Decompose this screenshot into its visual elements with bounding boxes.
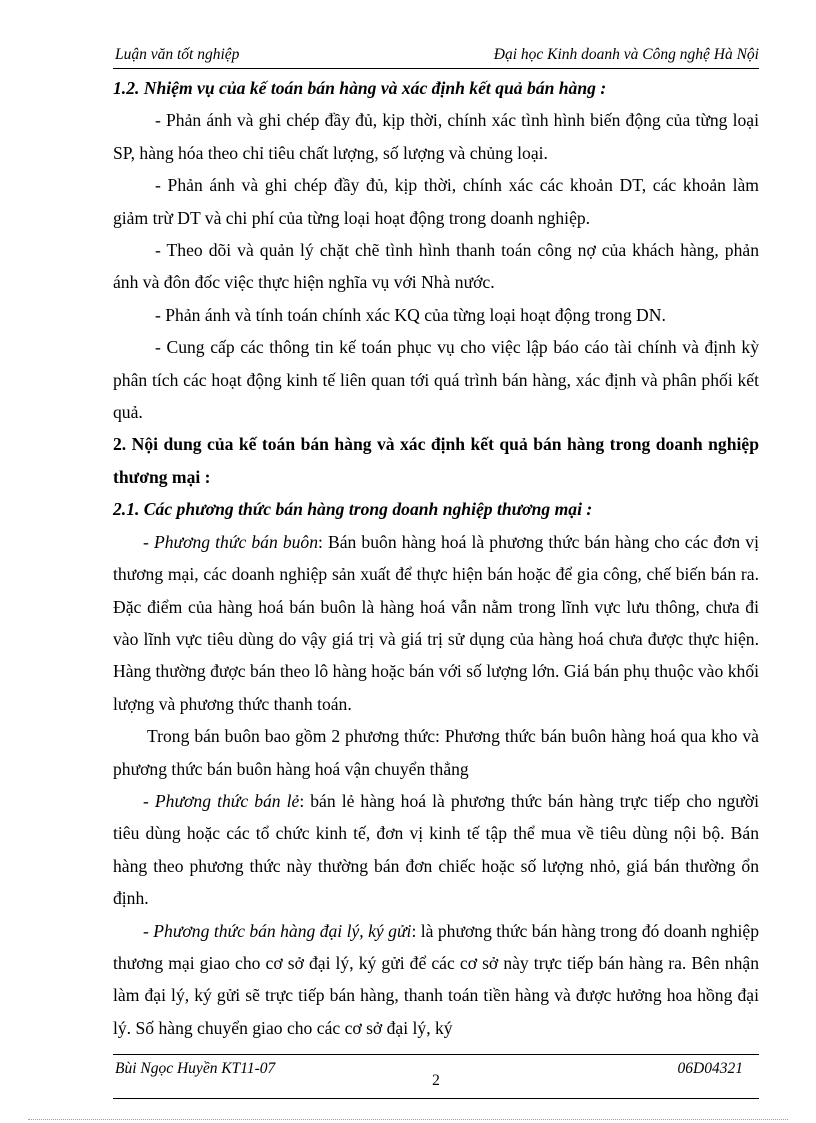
footer-bottom-rule (113, 1098, 759, 1099)
paragraph-wholesale (113, 526, 759, 720)
retail-text: : bán lẻ hàng hoá là phương thức bán hàng trực tiếp cho người tiêu dùng hoặc các tổ chức kinh tế, đơn vị kinh tế tập thể mua về tiêu dùng nội bộ. Bán hàng theo phương thức này thường bán đơn chiếc hoặc số lượng nhỏ, giá bán thường ổn định. (113, 790, 759, 909)
duty-item-4: - Phản ánh và tính toán chính xác KQ của từng loại hoạt động trong DN. (155, 304, 666, 325)
header-thesis-label: Luận văn tốt nghiệp (115, 46, 240, 63)
duty-item-2: - Phản ánh và ghi chép đầy đủ, kịp thời, chính xác các khoản DT, các khoản làm giảm trừ DT và chi phí của từng loại hoạt động trong doanh nghiệp. (113, 175, 759, 228)
paragraph-wholesale-types: Trong bán buôn bao gồm 2 phương thức: Phương thức bán buôn hàng hoá qua kho và phương thức bán buôn hàng hoá vận chuyển thẳng (113, 726, 759, 779)
wholesale-text: : Bán buôn hàng hoá là phương thức bán hàng cho các đơn vị thương mại, các doanh nghiệp sản xuất để thực hiện bán hoặc để gia công, chế biến bán ra. Đặc điểm của hàng hoá bán buôn là hàng hoá vẫn nằm trong lĩnh vực lưu thông, chưa đi vào lĩnh vực tiêu dùng do vậy giá trị và giá trị sử dụng của hàng hoá chưa được thực hiện. Hàng thường được bán theo lô hàng hoặc bán với số lượng lớn. Giá bán phụ thuộc vào khối lượng và phương thức thanh toán. (113, 531, 759, 714)
footer-divider (113, 1054, 759, 1055)
agency-text: : là phương thức bán hàng trong đó doanh nghiệp thương mại giao cho cơ sở đại lý, ký gửi để các cơ sở này trực tiếp bán hàng ra. Bên nhận làm đại lý, ký gửi sẽ trực tiếp bán hàng, thanh toán tiền hàng và được hưởng hoa hồng đại lý. Số hàng chuyển giao cho các cơ sở đại lý, ký (113, 920, 759, 1038)
duty-item-1: - Phản ánh và ghi chép đầy đủ, kịp thời, chính xác tình hình biến động của từng loại SP, hàng hóa theo chỉ tiêu chất lượng, số lượng và chủng loại. (113, 110, 759, 163)
paragraph-agency (113, 915, 759, 1045)
retail-term: Phương thức bán lẻ (154, 790, 300, 811)
page-edge-dotted-line (28, 1119, 788, 1120)
section-heading-2-1: 2.1. Các phương thức bán hàng trong doanh nghiệp thương mại : (113, 499, 593, 520)
header-divider (113, 68, 759, 69)
page-body (113, 72, 759, 1044)
page-number: 2 (432, 1072, 440, 1089)
retail-dash: - (143, 790, 155, 811)
header-university-name: Đại học Kinh doanh và Công nghệ Hà Nội (493, 46, 759, 63)
wholesale-term: Phương thức bán buôn (153, 531, 319, 552)
section-heading-1-2: 1.2. Nhiệm vụ của kế toán bán hàng và xác định kết quả bán hàng : (113, 78, 607, 98)
paragraph-retail (113, 785, 759, 915)
agency-dash: - (143, 920, 154, 941)
section-heading-2: 2. Nội dung của kế toán bán hàng và xác định kết quả bán hàng trong doanh nghiệp thương mại : (113, 434, 759, 487)
page-footer (113, 1060, 759, 1089)
duty-item-3: - Theo dõi và quản lý chặt chẽ tình hình thanh toán công nợ của khách hàng, phản ánh và đôn đốc việc thực hiện nghĩa vụ với Nhà nước. (113, 240, 759, 293)
wholesale-dash: - (143, 531, 154, 552)
footer-student-id: 06D04321 (677, 1060, 743, 1077)
agency-term: Phương thức bán hàng đại lý, ký gửi (153, 920, 412, 941)
duty-item-5: - Cung cấp các thông tin kế toán phục vụ cho việc lập báo cáo tài chính và định kỳ phân tích các hoạt động kinh tế liên quan tới quá trình bán hàng, xác định và phân phối kết quả. (113, 337, 759, 423)
page-header (113, 46, 759, 68)
footer-author: Bùi Ngọc Huyền KT11-07 (115, 1060, 276, 1077)
